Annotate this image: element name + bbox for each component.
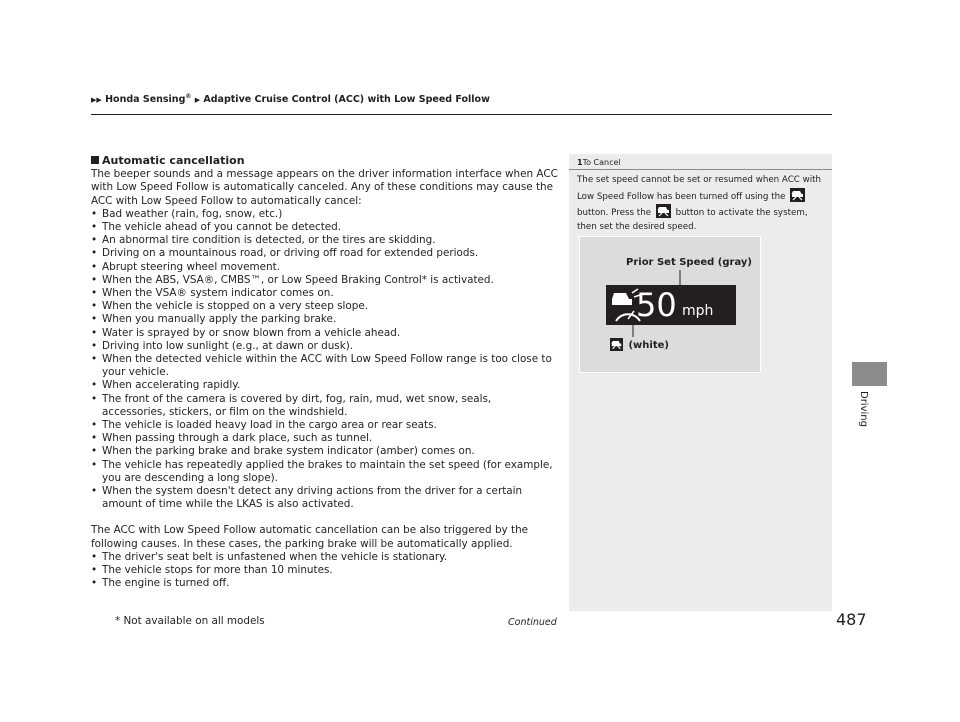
prior-set-speed-label: Prior Set Speed (gray) [626,257,752,268]
white-indicator-label: (white) [608,338,669,351]
list-item: • Driving on a mountainous road, or driving off road for extended periods. [91,247,558,260]
section-title: Automatic cancellation [91,154,558,167]
list-item: • Bad weather (rain, fog, snow, etc.) [91,208,558,221]
speed-display-figure [579,236,761,373]
list-item: • When the detected vehicle within the ACC with Low Speed Follow range is too close to your vehicle. [91,353,558,379]
list-item: • The vehicle has repeatedly applied the brakes to maintain the set speed (for example, you are descending a long slope). [91,459,558,485]
header-divider [91,114,832,115]
header-breadcrumb: ▶▶ Honda Sensing® ▶ Adaptive Cruise Control (ACC) with Low Speed Follow [91,93,490,106]
list-item: • When you manually apply the parking brake. [91,313,558,326]
set-speed-value: 50 [636,286,677,324]
section-square-icon [91,156,99,164]
list-item: • When passing through a dark place, such as tunnel. [91,432,558,445]
list-item: • Driving into low sunlight (e.g., at dawn or dusk). [91,340,558,353]
intro-paragraph: The beeper sounds and a message appears on the driver information interface when ACC with Low Speed Follow is automatically canceled. Any of these conditions may cause the ACC with Low Speed Follow to automatically cancel: [91,168,558,207]
list-item: • When the vehicle is stopped on a very steep slope. [91,300,558,313]
continued-label: Continued [508,617,557,628]
list-item: • The vehicle is loaded heavy load in the cargo area or rear seats. [91,419,558,432]
footnote: * Not available on all models [115,615,265,627]
page-number: 487 [836,610,867,629]
list-item: • When the ABS, VSA®, CMBS™, or Low Speed Braking Control* is activated. [91,274,558,287]
intro2-paragraph: The ACC with Low Speed Follow automatic cancellation can be also triggered by the following causes. In these cases, the parking brake will be automatically applied. [91,524,529,550]
note-divider [569,169,832,170]
acc-button-icon [656,204,671,218]
breadcrumb-item: Adaptive Cruise Control (ACC) with Low Speed Follow [203,94,490,106]
list-item: • Abrupt steering wheel movement. [91,261,558,274]
list-item: • The engine is turned off. [91,577,558,590]
causes-list [91,551,558,591]
list-item: • Water is sprayed by or snow blown from a vehicle ahead. [91,327,558,340]
acc-button-icon [610,338,623,351]
note-text: The set speed cannot be set or resumed when ACC with Low Speed Follow has been turned off using the button. Press the button to activate the system, then set the desired speed. [577,175,822,232]
list-item: • When the system doesn't detect any driving actions from the driver for a certain amount of time while the LKAS is also activated. [91,485,558,511]
acc-button-icon [790,188,805,202]
list-item: • When the parking brake and brake system indicator (amber) comes on. [91,445,558,458]
main-column [91,154,558,591]
note-title: 1To Cancel [577,158,621,167]
breadcrumb-item: Honda Sensing [105,94,186,106]
conditions-list [91,208,558,512]
breadcrumb-arrow-icon: ▶ [194,96,201,105]
speed-unit: mph [682,303,714,319]
list-item: • The front of the camera is covered by dirt, fog, rain, mud, wet snow, seals, accessories, stickers, or film on the windshield. [91,393,558,419]
list-item: • The vehicle stops for more than 10 minutes. [91,564,558,577]
chapter-tab-label: Driving [858,391,869,427]
sidebar-note [569,154,832,611]
chapter-tab [852,362,887,386]
list-item: • When accelerating rapidly. [91,379,558,392]
breadcrumb-arrow-icon: ▶▶ [91,96,102,105]
list-item: • The vehicle ahead of you cannot be detected. [91,221,558,234]
list-item: • An abnormal tire condition is detected, or the tires are skidding. [91,234,558,247]
list-item: • When the VSA® system indicator comes on. [91,287,558,300]
list-item: • The driver's seat belt is unfastened when the vehicle is stationary. [91,551,558,564]
